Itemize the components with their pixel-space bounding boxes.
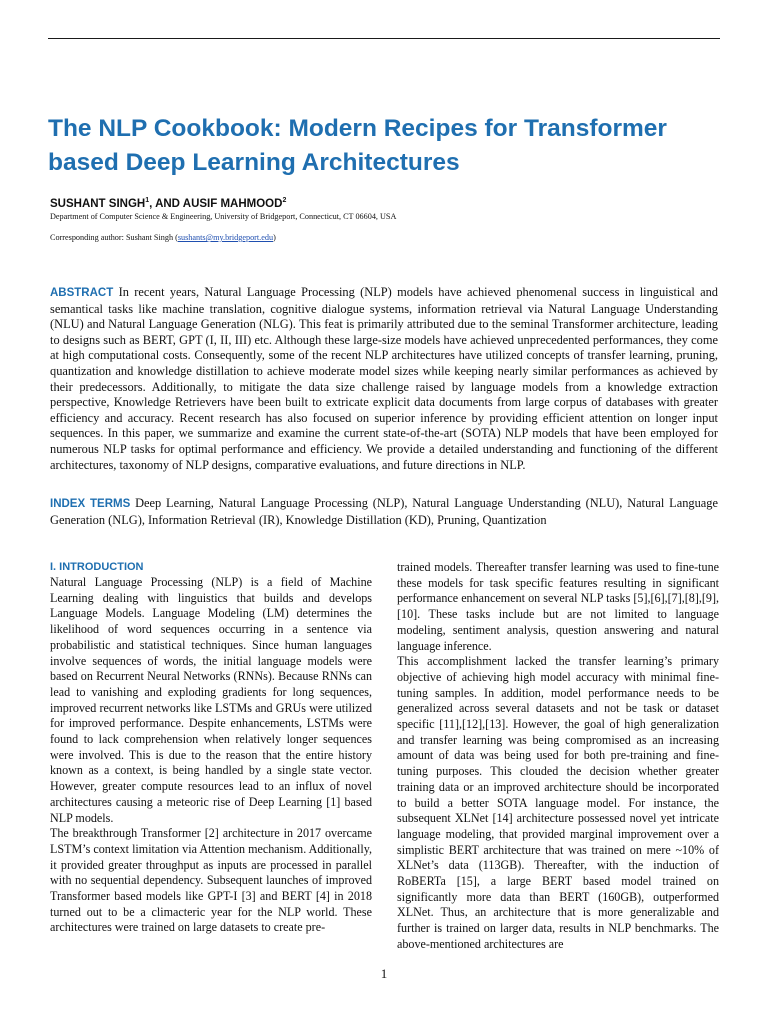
left-column: [50, 560, 372, 936]
author-affiliation-mark-1: 1: [145, 197, 150, 204]
abstract-text: In recent years, Natural Language Processing (NLP) models have achieved phenomenal success in linguistical and semantical tasks like machine translation, cognitive dialogue systems, information retrieval via Natural Language Understanding (NLU) and Natural Language Generation (NLG). This feat is primarily attributed due to the seminal Transformer architecture, leading to designs such as BERT, GPT (I, II, III) etc. Although these large-size models have achieved unprecedented performances, they come at high computational costs. Consequently, some of the recent NLP architectures have utilized concepts of transfer learning, pruning, quantization and knowledge distillation to achieve moderate model sizes while keeping nearly similar performances as achieved by their predecessors. Additionally, to mitigate the data size challenge raised by language models from a knowledge extraction perspective, Knowledge Retrievers have been built to extricate explicit data documents from large corpus of databases with greater efficiency and accuracy. Recent research has also focused on superior inference by providing efficient attention on longer input sequences. In this paper, we summarize and examine the current state-of-the-art (SOTA) NLP models that have been employed for numerous NLP tasks for optimal performance and efficiency. We provide a detailed understanding and functioning of the different architectures, taxonomy of NLP designs, comparative evaluations, and future directions in NLP.: [50, 285, 718, 472]
abstract: [50, 285, 718, 473]
intro-paragraph-3: trained models. Thereafter transfer learning was used to fine-tune these models for task specific features resulting in significant performance enhancement on several NLP tasks [5],[6],[7],[8],[9],[10]. These tasks include but are not limited to language modeling, sentiment analysis, question answering and natural language inference.: [397, 560, 719, 653]
intro-paragraph-4: This accomplishment lacked the transfer learning’s primary objective of achieving high model accuracy with minimal fine-tuning samples. In addition, model performance needs to be generalized across several datasets and not be task or dataset specific [11],[12],[13]. However, the goal of high generalization and transfer learning was being compromised as an increasing amount of data was being used for both pre-training and fine-tuning purposes. This clouded the decision whether greater training data or an improved architecture should be incorporated to build a better SOTA language model. For instance, the subsequent XLNet [14] architecture possessed novel yet intricate language modeling, that provided marginal improvement over a simplistic BERT architecture that was trained on mere ~10% of XLNet’s data (113GB). Thereafter, with the induction of RoBERTa [15], a large BERT based model trained on significantly more data than BERT (160GB), outperformed XLNet. Thus, an architecture that is more generalizable and further is trained on larger data, results in NLP benchmarks. The above-mentioned architectures are: [397, 654, 719, 951]
index-terms-text: Deep Learning, Natural Language Processing (NLP), Natural Language Understanding (NLU), Natural Language Generation (NLG), Information Retrieval (IR), Knowledge Distillation (KD), Pruning, Quantization: [50, 496, 718, 527]
author-affiliation: Department of Computer Science & Engineering, University of Bridgeport, Connecticut, CT 06604, USA: [50, 212, 397, 221]
index-terms: [50, 496, 718, 528]
section-heading-introduction: I. INTRODUCTION: [50, 561, 144, 573]
intro-paragraph-2: The breakthrough Transformer [2] architecture in 2017 overcame LSTM’s context limitation via Attention mechanism. Additionally, it provided greater throughput as inputs are processed in parallel with no sequential dependency. Subsequent launches of improved Transformer based models like GPT-I [3] and BERT [4] in 2018 turned out to be a climacteric year for the NLP world. These architectures were trained on large datasets to create pre-: [50, 826, 372, 935]
right-column: [397, 560, 719, 953]
paper-title: The NLP Cookbook: Modern Recipes for Transformer based Deep Learning Architectures: [48, 115, 667, 176]
intro-paragraph-1: Natural Language Processing (NLP) is a field of Machine Learning dealing with linguistics that builds and develops Language Models. Language Modeling (LM) determines the likelihood of word sequences occurring in a sentence via probabilistic and statistical techniques. Since human languages involve sequences of words, the initial language models were based on Recurrent Neural Networks (RNNs). Because RNNs can lead to vanishing and exploding gradients for long sequences, improved recurrent networks like LSTMs and GRUs were utilized for improved performance. Despite enhancements, LSTMs were found to lack comprehension when relatively longer sequences were involved. This is due to the reason that the entire history known as a context, is being handled by a single state vector. However, greater compute resources lead to an influx of novel architectures causing a meteoric rise of Deep Learning [1] based NLP models.: [50, 575, 372, 825]
corresponding-email-link[interactable]: sushants@my.bridgeport.edu: [177, 233, 274, 242]
corresponding-author-prefix: Corresponding author: Sushant Singh (: [50, 233, 178, 242]
page-number: 1: [380, 966, 388, 981]
index-terms-label: INDEX TERMS: [50, 498, 131, 510]
corresponding-author: [50, 233, 276, 242]
abstract-label: ABSTRACT: [50, 287, 114, 299]
author-name-2: AUSIF MAHMOOD: [182, 197, 283, 210]
author-affiliation-mark-2: 2: [282, 197, 287, 204]
author-name-1: SUSHANT SINGH: [50, 197, 146, 210]
author-list: [50, 197, 286, 210]
header-rule: [48, 38, 720, 39]
corresponding-author-suffix: ): [273, 233, 276, 242]
author-separator: , AND: [149, 197, 183, 210]
